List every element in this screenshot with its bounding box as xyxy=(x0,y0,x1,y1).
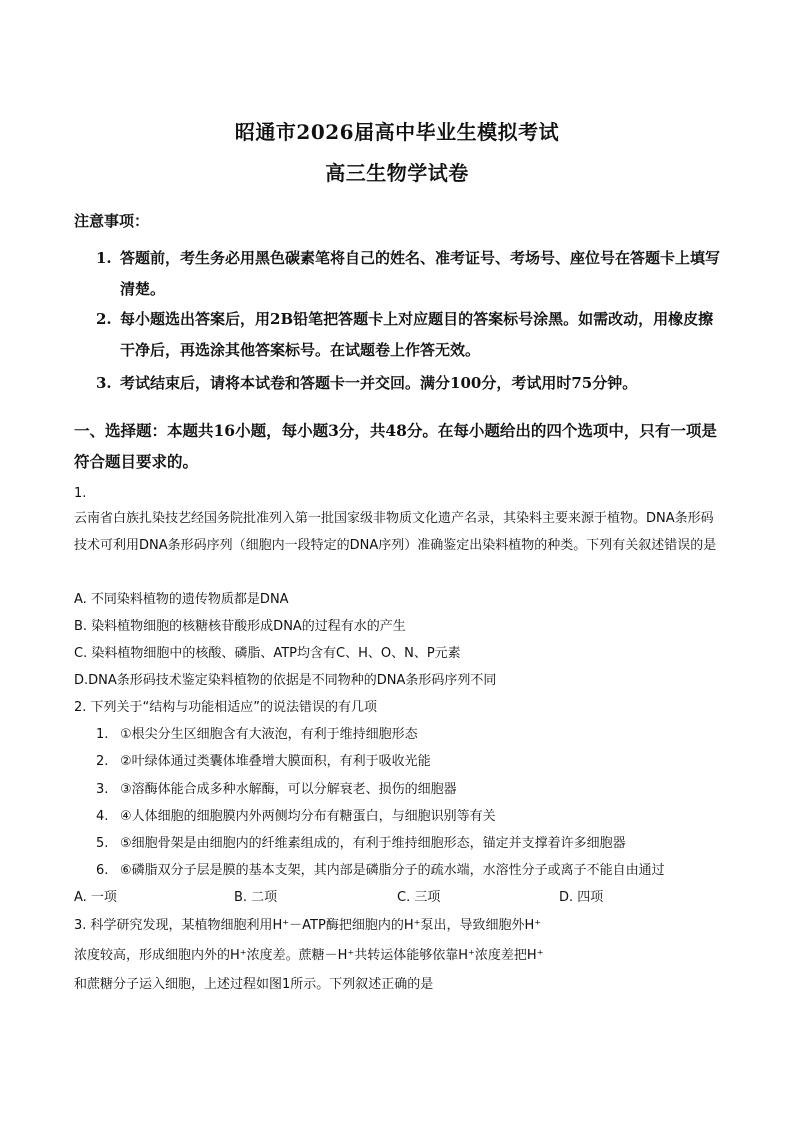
question-1-number: 1. xyxy=(74,486,87,501)
note-number: 3. xyxy=(96,374,112,392)
statement-text: ④人体细胞的细胞膜内外两侧均分布有糖蛋白，与细胞识别等有关 xyxy=(120,809,496,824)
question-2-option-b: B. 二项 xyxy=(234,890,278,905)
statement-number: 5. xyxy=(96,836,109,851)
note-item xyxy=(96,243,726,305)
exam-subtitle: 高三生物学试卷 xyxy=(325,161,469,185)
section-heading: 一、选择题：本题共16小题，每小题3分，共48分。在每小题给出的四个选项中，只有一项是符合题目要求的。 xyxy=(74,421,717,471)
exam-title: 昭通市2026届高中毕业生模拟考试 xyxy=(234,120,560,144)
question-2-option-c: C. 三项 xyxy=(397,890,441,905)
question-2-option-d: D. 四项 xyxy=(559,890,604,905)
question-3-line: 和蔗糖分子运入细胞，上述过程如图1所示。下列叙述正确的是 xyxy=(74,977,434,992)
note-text: 每小题选出答案后，用2B铅笔把答题卡上对应题目的答案标号涂黑。如需改动，用橡皮擦干净后，再选涂其他答案标号。在试题卷上作答无效。 xyxy=(120,310,714,359)
question-1-option-c: C. 染料植物细胞中的核酸、磷脂、ATP均含有C、H、O、N、P元素 xyxy=(74,646,461,661)
note-item xyxy=(96,368,726,399)
note-number: 1. xyxy=(96,249,112,267)
statement-number: 4. xyxy=(96,809,109,824)
statement-number: 1. xyxy=(96,727,109,742)
question-2-statement xyxy=(96,857,726,884)
statement-number: 6. xyxy=(96,863,109,878)
question-1-option-d: D.DNA条形码技术鉴定染料植物的依据是不同物种的DNA条形码序列不同 xyxy=(74,673,497,688)
question-2-statement xyxy=(96,830,726,857)
question-3-line: 浓度较高，形成细胞内外的H⁺浓度差。蔗糖－H⁺共转运体能够依靠H⁺浓度差把H⁺ xyxy=(74,948,544,963)
question-2-option-a: A. 一项 xyxy=(74,890,117,905)
statement-text: ②叶绿体通过类囊体堆叠增大膜面积，有利于吸收光能 xyxy=(120,754,431,769)
question-1-stem: 云南省白族扎染技艺经国务院批准列入第一批国家级非物质文化遗产名录，其染料主要来源于植物。DNA条形码技术可利用DNA条形码序列（细胞内一段特定的DNA序列）准确鉴定出染料植物的种类。下列有关叙述错误的是 xyxy=(74,511,717,553)
note-item xyxy=(96,304,726,366)
question-2-statement xyxy=(96,803,726,830)
statement-text: ①根尖分生区细胞含有大液泡，有利于维持细胞形态 xyxy=(120,727,418,742)
statement-number: 2. xyxy=(96,754,109,769)
question-3-line: 3. 科学研究发现，某植物细胞利用H⁺－ATP酶把细胞内的H⁺泵出，导致细胞外H⁺ xyxy=(74,918,542,933)
question-2-statement xyxy=(96,748,726,775)
note-number: 2. xyxy=(96,310,112,328)
question-2-stem: 2. 下列关于“结构与功能相适应”的说法错误的有几项 xyxy=(74,700,378,715)
statement-text: ⑥磷脂双分子层是膜的基本支架，其内部是磷脂分子的疏水端，水溶性分子或离子不能自由通过 xyxy=(120,863,665,878)
statement-text: ⑤细胞骨架是由细胞内的纤维素组成的，有利于维持细胞形态，锚定并支撑着许多细胞器 xyxy=(120,836,626,851)
question-1-option-b: B. 染料植物细胞的核糖核苷酸形成DNA的过程有水的产生 xyxy=(74,619,406,634)
note-text: 考试结束后，请将本试卷和答题卡一并交回。满分100分，考试用时75分钟。 xyxy=(120,374,638,392)
question-2-statement xyxy=(96,776,726,803)
notes-heading: 注意事项： xyxy=(74,212,150,230)
statement-number: 3. xyxy=(96,782,109,797)
note-text: 答题前，考生务必用黑色碳素笔将自己的姓名、准考证号、考场号、座位号在答题卡上填写清楚。 xyxy=(120,249,721,298)
question-1-option-a: A. 不同染料植物的遗传物质都是DNA xyxy=(74,592,289,607)
question-2-statement xyxy=(96,721,726,748)
statement-text: ③溶酶体能合成多种水解酶，可以分解衰老、损伤的细胞器 xyxy=(120,782,457,797)
